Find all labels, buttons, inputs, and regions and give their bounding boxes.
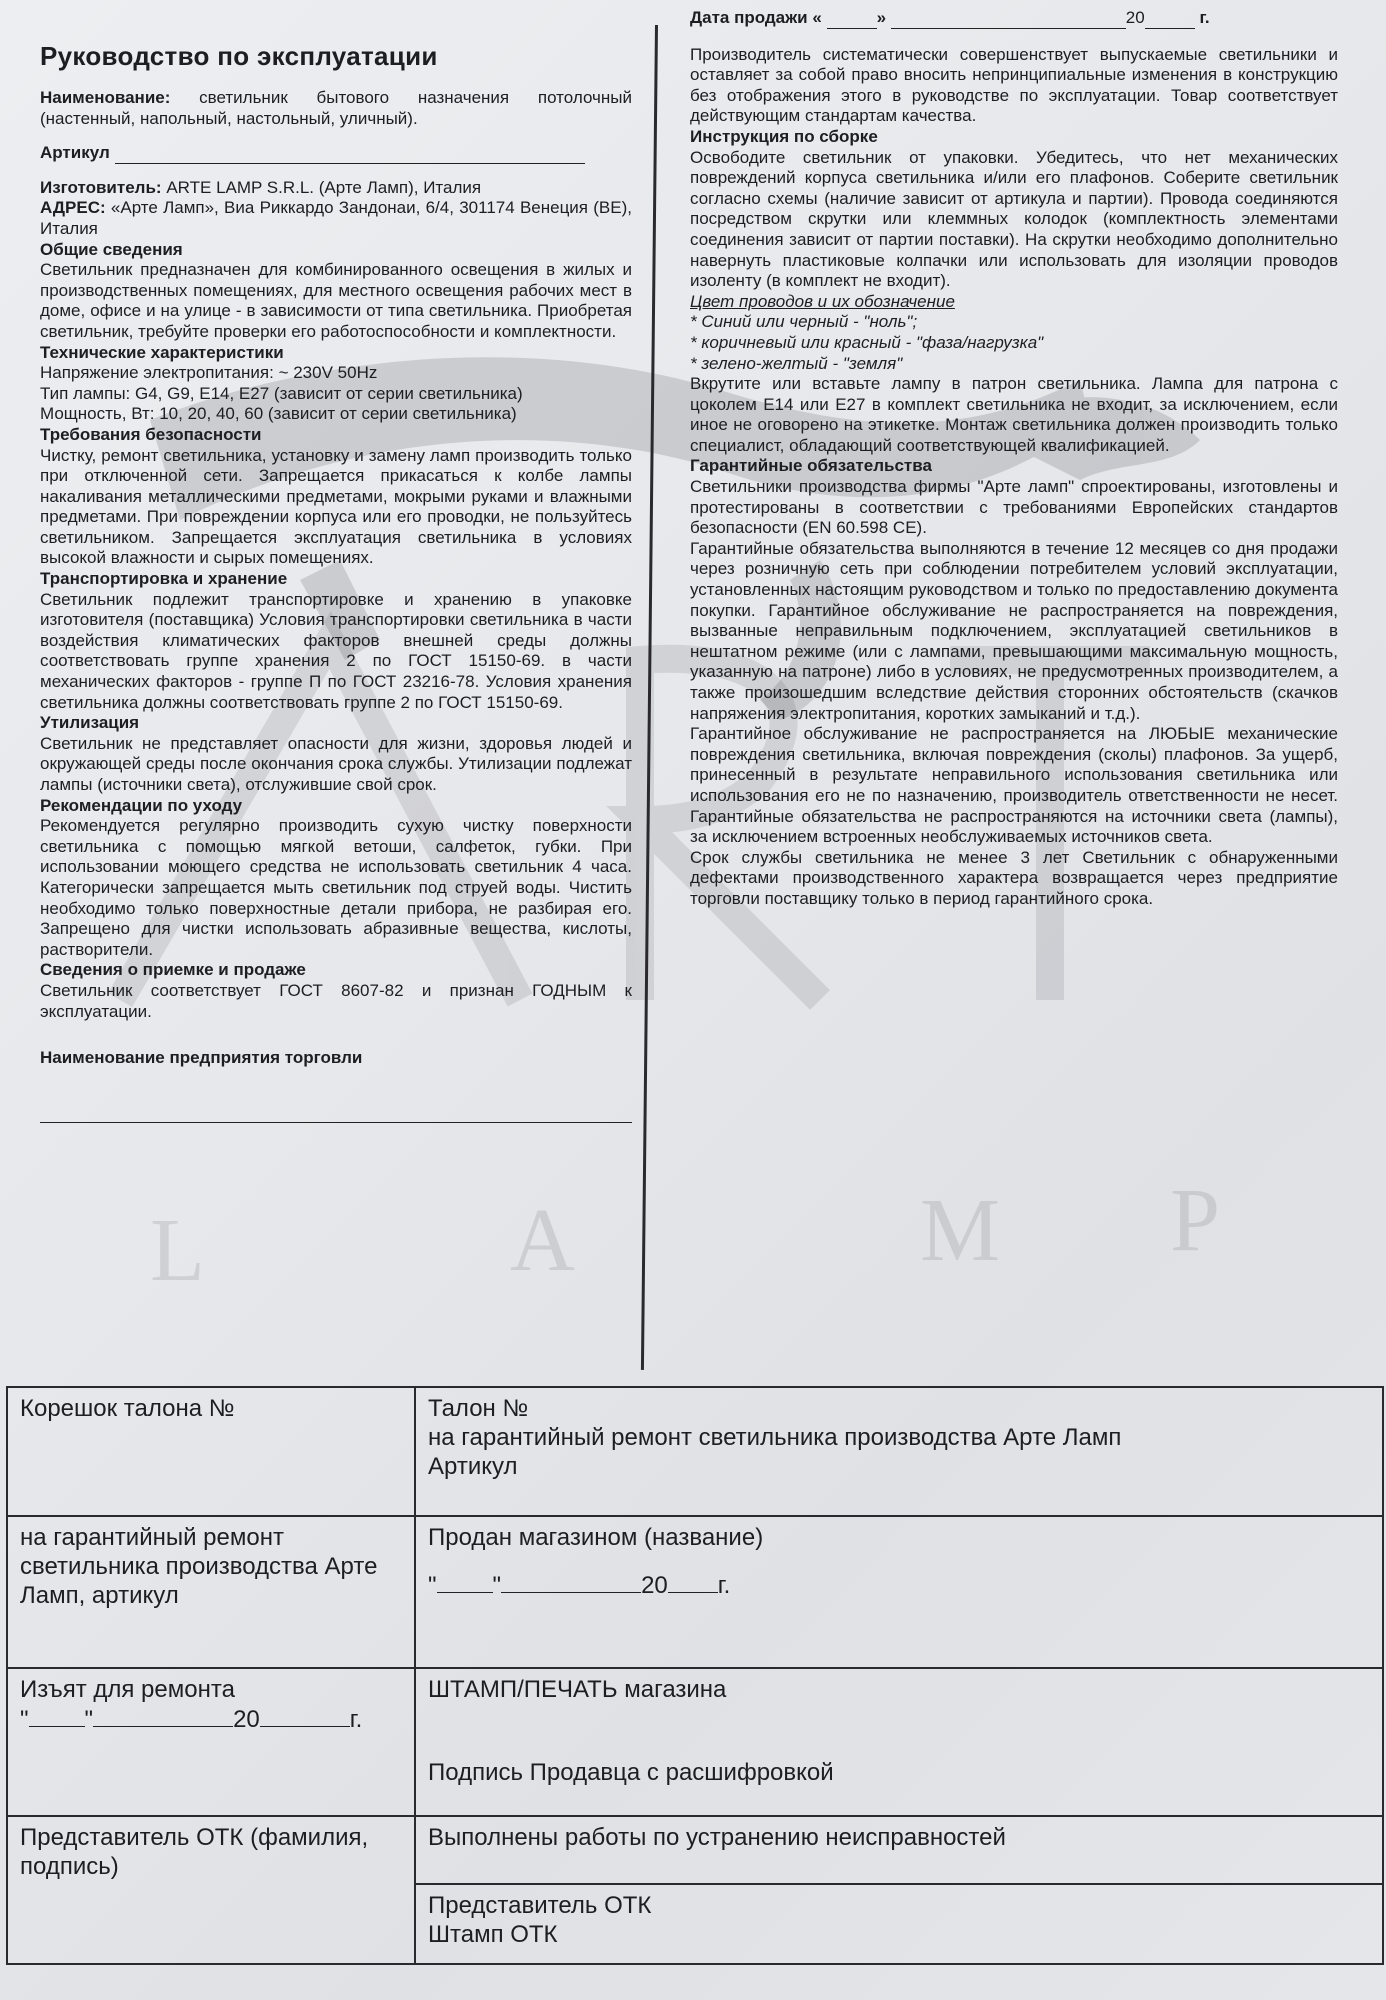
safety-title: Требования безопасности bbox=[40, 424, 262, 444]
removed-year-blank bbox=[260, 1704, 350, 1727]
removed-month-blank bbox=[93, 1704, 233, 1727]
address-label: АДРЕС: bbox=[40, 198, 106, 218]
sale-suffix: г. bbox=[1199, 8, 1210, 27]
trade-input-line bbox=[40, 1122, 632, 1123]
disposal-text: Светильник не представляет опасности для жизни, здоровья людей и окружающей среды после окончания срока службы. Утилизации подлежат лампы (источники света), отслужившие свой срок. bbox=[40, 733, 632, 794]
wire-neutral: * Синий или черный - "ноль"; bbox=[690, 312, 918, 332]
removed-cell bbox=[7, 1668, 415, 1816]
address-paragraph bbox=[40, 198, 632, 239]
tech-voltage: Напряжение электропитания: ~ 230V 50Hz bbox=[40, 363, 378, 383]
right-column bbox=[690, 8, 1338, 910]
maker-label: Изготовитель: bbox=[40, 177, 162, 197]
lamp-text: Вкрутите или вставьте лампу в патрон светильника. Лампа для патрона с цоколем E14 или E27 в комплект светильника не входит, за исключением, если иное не оговорено на этикетке. Монтаж светильника должен производить только специалист, обладающий соответствующей квалификацией. bbox=[690, 374, 1338, 455]
ticket-for-label: на гарантийный ремонт светильника производства Арте Ламп bbox=[428, 1424, 1122, 1451]
sold-date-line bbox=[428, 1570, 1370, 1600]
assembly-title: Инструкция по сборке bbox=[690, 126, 878, 146]
warranty-p3: Гарантийное обслуживание не распространяется на ЛЮБЫЕ механические повреждения светильника, включая повреждения (сколы) плафонов. За ущерб, принесенный в результате неправильного использования светильника или использования его не по назначению, производитель ответственности не несет. Гарантийные обязательства не распространяются на источники света (лампы), за исключением встроенных необслуживаемых источников света. bbox=[690, 724, 1338, 847]
coupon-row-1 bbox=[7, 1387, 1383, 1516]
disposal-title: Утилизация bbox=[40, 713, 140, 733]
sale-day-line bbox=[827, 28, 877, 29]
tech-power: Мощность, Вт: 10, 20, 40, 60 (зависит от серии светильника) bbox=[40, 404, 517, 424]
sold-year-suffix: г. bbox=[717, 1572, 731, 1599]
ticket-number-label: Талон № bbox=[428, 1395, 529, 1422]
name-paragraph bbox=[40, 88, 632, 129]
ticket-article-label: Артикул bbox=[428, 1453, 518, 1480]
safety-text: Чистку, ремонт светильника, установку и замену ламп производить только при отключенной сети. Запрещается прикасаться к колбе лампы накаливания металлическими предметами, мокрыми руками и влажными предметами. При повреждении корпуса или его проводки, не пользуйтесь светильником. Запрещается эксплуатация светильника в условиях высокой влажности и сырых помещениях. bbox=[40, 445, 632, 568]
wire-ground: * зелено-желтый - "земля" bbox=[690, 353, 903, 373]
article-label: Артикул bbox=[40, 143, 110, 163]
address-text: «Арте Ламп», Виа Риккардо Зандонаи, 6/4, 301174 Венеция (ВЕ), Италия bbox=[40, 198, 632, 238]
name-label: Наименование: bbox=[40, 88, 171, 107]
accept-text: Светильник соответствует ГОСТ 8607-82 и признан ГОДНЫМ к эксплуатации. bbox=[40, 980, 632, 1021]
sold-date-quote-open: " bbox=[428, 1572, 437, 1599]
sale-quote-open: « bbox=[812, 8, 822, 27]
left-column bbox=[40, 40, 632, 1123]
sale-quote-close: » bbox=[876, 8, 887, 27]
removed-label: Изъят для ремонта bbox=[20, 1676, 235, 1703]
assembly-text: Освободите светильник от упаковки. Убедитесь, что нет механических повреждений корпуса светильника и/или его плафонов. Соберите светильник согласно схемы (наличие зависит от артикула и партии). Провода соединяются посредством скрутки или клеммных колодок (комплектность элементами соединения зависит от партии поставки). На скрутки необходимо дополнительно навернуть пластиковые колпачки или использовать для изоляции проводов изоленту (в комплект не входит). bbox=[690, 147, 1338, 291]
sold-by-cell bbox=[415, 1516, 1383, 1668]
transport-text: Светильник подлежит транспортировке и хранению в упаковке изготовителя (поставщика) Условия транспортировки светильника в части воздействия климатических факторов внешней среды должны соответствовать группе хранения 2 по ГОСТ 15150-69. в части механических факторов - группе П по ГОСТ 23216-78. Условия хранения светильника должны соответствовать группе 2 по ГОСТ 15150-69. bbox=[40, 589, 632, 712]
removed-day-blank bbox=[29, 1704, 85, 1727]
name-text: светильник бытового назначения потолочный (настенный, напольный, настольный, уличный). bbox=[40, 88, 632, 128]
stub-number-label: Корешок талона № bbox=[20, 1395, 235, 1422]
trade-label: Наименование предприятия торговли bbox=[40, 1048, 363, 1068]
sale-year: 20 bbox=[1125, 8, 1145, 27]
svg-text:A: A bbox=[510, 1191, 575, 1290]
article-input-line bbox=[115, 163, 585, 164]
removed-date-quote-close: " bbox=[84, 1706, 94, 1733]
stub-for-label: на гарантийный ремонт светильника производства Арте Ламп, артикул bbox=[20, 1524, 378, 1609]
stub-for-cell bbox=[7, 1516, 415, 1668]
wires-title: Цвет проводов и их обозначение bbox=[690, 291, 955, 311]
accept-title: Сведения о приемке и продаже bbox=[40, 960, 306, 980]
sold-year: 20 bbox=[641, 1572, 668, 1599]
warranty-p4: Срок службы светильника не менее 3 лет Светильник с обнаруженными дефектами производственного характера возвращается через предприятие торговли поставщику только в период гарантийного срока. bbox=[690, 847, 1338, 908]
sold-day-blank bbox=[437, 1570, 493, 1593]
maker-paragraph bbox=[40, 178, 632, 199]
work-done-label: Выполнены работы по устранению неисправностей bbox=[428, 1824, 1006, 1851]
tech-lamp: Тип лампы: G4, G9, E14, E27 (зависит от серии светильника) bbox=[40, 383, 523, 403]
coupon-row-4 bbox=[7, 1816, 1383, 1884]
svg-text:M: M bbox=[920, 1181, 1001, 1280]
maker-text: ARTE LAMP S.R.L. (Арте Ламп), Италия bbox=[166, 177, 482, 197]
general-title: Общие сведения bbox=[40, 239, 183, 259]
removed-date-line bbox=[20, 1704, 402, 1734]
stamp-cell bbox=[415, 1668, 1383, 1816]
removed-date-quote-open: " bbox=[20, 1706, 29, 1733]
svg-text:L: L bbox=[150, 1201, 205, 1300]
ticket-header-cell bbox=[415, 1387, 1383, 1516]
removed-year: 20 bbox=[233, 1706, 260, 1733]
sale-month-line bbox=[891, 28, 1126, 29]
seller-sign-label: Подпись Продавца с расшифровкой bbox=[428, 1759, 834, 1786]
coupon-row-3 bbox=[7, 1668, 1383, 1816]
warranty-p2: Гарантийные обязательства выполняются в течение 12 месяцев со дня продажи через розничную сеть при соблюдении потребителем условий эксплуатации, установленных настоящим руководством и только по предоставлению документа покупки. Гарантийное обслуживание не распространяется на повреждения, вызванные неправильным подключением, эксплуатацией светильников в нештатном режиме (или с лампами, превышающими максимальную мощность, указанную на патроне) либо в условиях, не предусмотренных производителем, а также произошедшим вследствие действия сторонних обстоятельств (скачков напряжения электропитания, коротких замыканий и т.д.). bbox=[690, 538, 1338, 723]
document-title: Руководство по эксплуатации bbox=[40, 41, 438, 71]
stub-number-cell bbox=[7, 1387, 415, 1516]
removed-year-suffix: г. bbox=[349, 1706, 363, 1733]
general-text: Светильник предназначен для комбинированного освещения в жилых и производственных помещениях, для местного освещения рабочих мест в доме, офисе и на улице - в зависимости от типа светильника. Приобретая светильник, требуйте проверки его работоспособности и комплектности. bbox=[40, 260, 632, 341]
warranty-title: Гарантийные обязательства bbox=[690, 456, 932, 476]
sale-date-line bbox=[690, 8, 1338, 29]
qc-rep-right-cell bbox=[415, 1884, 1383, 1964]
warranty-p1: Светильники производства фирмы "Арте ламп" спроектированы, изготовлены и протестированы в соответствии с требованиями Европейских стандартов безопасности (EN 60.598 CE). bbox=[690, 477, 1338, 538]
care-text: Рекомендуется регулярно производить сухую чистку поверхности светильника с помощью мягкой ветоши, салфеток, губки. При использовании моющего средства не использовать светильник 4 часа. Категорически запрещается мыть светильник под струей воды. Чистить необходимо только поверхностные детали прибора, не разбирая его. Запрещено для чистки использовать абразивные вещества, кислоты, растворители. bbox=[40, 816, 632, 959]
qc-rep-right-label: Представитель ОТК bbox=[428, 1892, 652, 1919]
work-done-cell bbox=[415, 1816, 1383, 1884]
stamp-label: ШТАМП/ПЕЧАТЬ магазина bbox=[428, 1676, 727, 1703]
svg-text:P: P bbox=[1170, 1171, 1221, 1270]
qc-rep-left-label: Представитель ОТК (фамилия, подпись) bbox=[20, 1824, 369, 1880]
tech-title: Технические характеристики bbox=[40, 342, 284, 362]
sold-year-blank bbox=[668, 1570, 718, 1593]
transport-title: Транспортировка и хранение bbox=[40, 569, 288, 589]
article-field bbox=[40, 143, 632, 164]
sold-month-blank bbox=[501, 1570, 641, 1593]
sale-year-line bbox=[1145, 28, 1195, 29]
column-divider bbox=[641, 25, 658, 1370]
qc-rep-left-cell bbox=[7, 1816, 415, 1964]
sale-date-label: Дата продажи bbox=[690, 8, 808, 27]
qc-stamp-label: Штамп ОТК bbox=[428, 1921, 558, 1948]
sold-by-label: Продан магазином (название) bbox=[428, 1524, 764, 1551]
care-title: Рекомендации по уходу bbox=[40, 795, 243, 815]
coupon-row-2 bbox=[7, 1516, 1383, 1668]
intro-text: Производитель систематически совершенствует выпускаемые светильники и оставляет за собой право вносить непринципиальные изменения в конструкцию без отображения этого в руководстве по эксплуатации. Товар соответствует действующим стандартам качества. bbox=[690, 44, 1338, 126]
warranty-coupon-table bbox=[6, 1386, 1384, 1965]
wire-phase: * коричневый или красный - "фаза/нагрузка" bbox=[690, 332, 1044, 352]
sold-date-quote-close: " bbox=[492, 1572, 502, 1599]
